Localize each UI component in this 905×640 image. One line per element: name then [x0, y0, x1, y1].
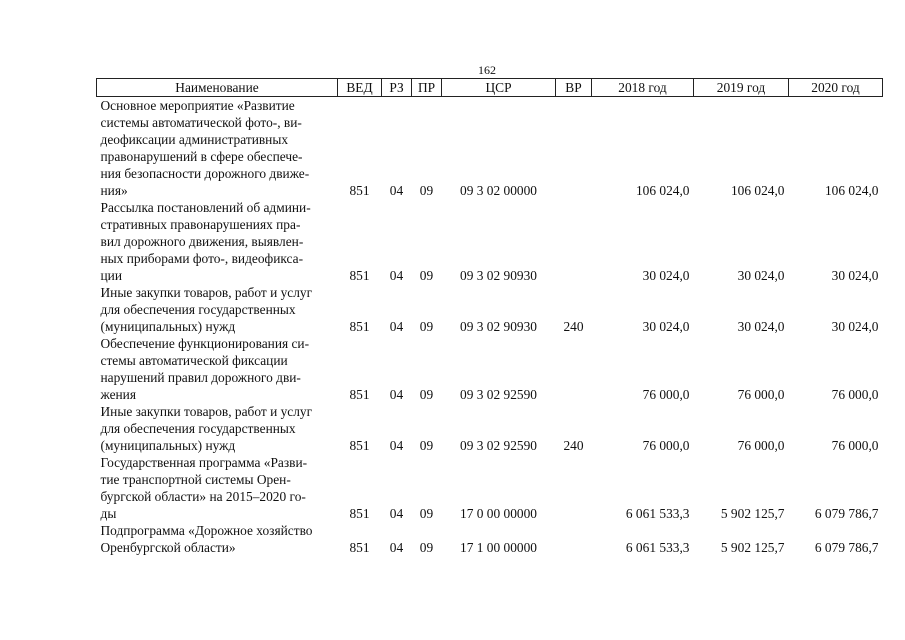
amount-2018-cell: 6 061 533,3 — [625, 540, 690, 555]
row-name-line: Подпрограмма «Дорожное хозяйство — [100, 523, 313, 538]
rz-cell: 04 — [389, 183, 404, 198]
amount-2018-cell: 6 061 533,3 — [625, 506, 690, 521]
column-header-csr: ЦСР — [442, 79, 556, 97]
column-header-name: Наименование — [97, 79, 338, 97]
column-header-ved: ВЕД — [338, 79, 382, 97]
ved-cell: 851 — [349, 319, 370, 334]
csr-cell: 09 3 02 92590 — [460, 387, 537, 402]
amount-2020-cell: 30 024,0 — [831, 268, 879, 283]
vr-cell — [556, 335, 592, 403]
amount-2019-cell: 76 000,0 — [737, 387, 785, 402]
amount-2019-cell: 106 024,0 — [730, 183, 785, 198]
row-name-line: Иные закупки товаров, работ и услуг — [100, 404, 313, 419]
vr-cell: 240 — [563, 438, 584, 453]
pr-cell: 09 — [419, 387, 434, 402]
column-header-rz: РЗ — [382, 79, 412, 97]
amount-2020-cell: 76 000,0 — [831, 387, 879, 402]
row-name-line: деофиксации административных — [100, 132, 289, 147]
row-name-line: бургской области» на 2015–2020 го- — [100, 489, 306, 504]
ved-cell: 851 — [349, 268, 370, 283]
vr-cell: 240 — [563, 319, 584, 334]
row-name-line: нарушений правил дорожного дви- — [100, 370, 301, 385]
csr-cell: 09 3 02 90930 — [460, 268, 537, 283]
amount-2020-cell: 6 079 786,7 — [814, 540, 879, 555]
column-header-2019: 2019 год — [694, 79, 789, 97]
table-header-row — [97, 79, 883, 97]
row-name-line: стемы автоматической фиксации — [100, 353, 288, 368]
row-name-cell — [97, 454, 338, 522]
page-number: 162 — [478, 63, 496, 77]
row-name-cell — [97, 403, 338, 454]
row-name-line: Рассылка постановлений об админи- — [100, 200, 311, 215]
row-name-line: ния» — [100, 183, 128, 198]
table-row — [97, 403, 883, 454]
row-name-line: Основное мероприятие «Развитие — [100, 98, 295, 113]
budget-table — [96, 78, 883, 556]
row-name-line: (муниципальных) нужд — [100, 319, 236, 334]
row-name-line: ции — [100, 268, 122, 283]
amount-2018-cell: 106 024,0 — [635, 183, 690, 198]
rz-cell: 04 — [389, 438, 404, 453]
row-name-line: для обеспечения государственных — [100, 302, 296, 317]
pr-cell: 09 — [419, 506, 434, 521]
rz-cell: 04 — [389, 319, 404, 334]
ved-cell: 851 — [349, 540, 370, 555]
row-name-line: Обеспечение функционирования си- — [100, 336, 310, 351]
row-name-line: для обеспечения государственных — [100, 421, 296, 436]
row-name-line: жения — [100, 387, 137, 402]
csr-cell: 09 3 02 90930 — [460, 319, 537, 334]
csr-cell: 17 1 00 00000 — [460, 540, 537, 555]
rz-cell: 04 — [389, 506, 404, 521]
row-name-line: Оренбургской области» — [100, 540, 236, 555]
row-name-cell — [97, 284, 338, 335]
table-row — [97, 522, 883, 556]
table-row — [97, 97, 883, 200]
vr-cell — [556, 199, 592, 284]
amount-2019-cell: 5 902 125,7 — [720, 540, 785, 555]
row-name-line: Иные закупки товаров, работ и услуг — [100, 285, 313, 300]
table-body — [97, 97, 883, 557]
pr-cell: 09 — [419, 540, 434, 555]
table-row — [97, 284, 883, 335]
row-name-line: ния безопасности дорожного движе- — [100, 166, 310, 181]
ved-cell: 851 — [349, 183, 370, 198]
ved-cell: 851 — [349, 387, 370, 402]
pr-cell: 09 — [419, 319, 434, 334]
row-name-cell — [97, 97, 338, 200]
rz-cell: 04 — [389, 268, 404, 283]
row-name-line: Государственная программа «Разви- — [100, 455, 308, 470]
amount-2020-cell: 76 000,0 — [831, 438, 879, 453]
csr-cell: 09 3 02 00000 — [460, 183, 537, 198]
amount-2019-cell: 30 024,0 — [737, 319, 785, 334]
row-name-cell — [97, 199, 338, 284]
ved-cell: 851 — [349, 438, 370, 453]
amount-2018-cell: 76 000,0 — [642, 438, 690, 453]
vr-cell — [556, 97, 592, 200]
row-name-cell — [97, 335, 338, 403]
row-name-line: вил дорожного движения, выявлен- — [100, 234, 304, 249]
amount-2019-cell: 76 000,0 — [737, 438, 785, 453]
csr-cell: 09 3 02 92590 — [460, 438, 537, 453]
table-row — [97, 454, 883, 522]
table-row — [97, 335, 883, 403]
amount-2020-cell: 6 079 786,7 — [814, 506, 879, 521]
amount-2018-cell: 76 000,0 — [642, 387, 690, 402]
row-name-line: ных приборами фото-, видеофикса- — [100, 251, 304, 266]
amount-2018-cell: 30 024,0 — [642, 268, 690, 283]
row-name-line: правонарушений в сфере обеспече- — [100, 149, 303, 164]
pr-cell: 09 — [419, 183, 434, 198]
vr-cell — [556, 454, 592, 522]
row-name-line: стративных правонарушениях пра- — [100, 217, 301, 232]
column-header-vr: ВР — [556, 79, 592, 97]
row-name-cell — [97, 522, 338, 556]
amount-2019-cell: 5 902 125,7 — [720, 506, 785, 521]
row-name-line: (муниципальных) нужд — [100, 438, 236, 453]
pr-cell: 09 — [419, 438, 434, 453]
pr-cell: 09 — [419, 268, 434, 283]
row-name-line: системы автоматической фото-, ви- — [100, 115, 302, 130]
row-name-line: ды — [100, 506, 117, 521]
rz-cell: 04 — [389, 387, 404, 402]
rz-cell: 04 — [389, 540, 404, 555]
column-header-2018: 2018 год — [592, 79, 694, 97]
column-header-2020: 2020 год — [789, 79, 883, 97]
amount-2018-cell: 30 024,0 — [642, 319, 690, 334]
amount-2020-cell: 30 024,0 — [831, 319, 879, 334]
table-row — [97, 199, 883, 284]
csr-cell: 17 0 00 00000 — [460, 506, 537, 521]
amount-2020-cell: 106 024,0 — [824, 183, 879, 198]
row-name-line: тие транспортной системы Орен- — [100, 472, 291, 487]
ved-cell: 851 — [349, 506, 370, 521]
amount-2019-cell: 30 024,0 — [737, 268, 785, 283]
vr-cell — [556, 522, 592, 556]
column-header-pr: ПР — [412, 79, 442, 97]
